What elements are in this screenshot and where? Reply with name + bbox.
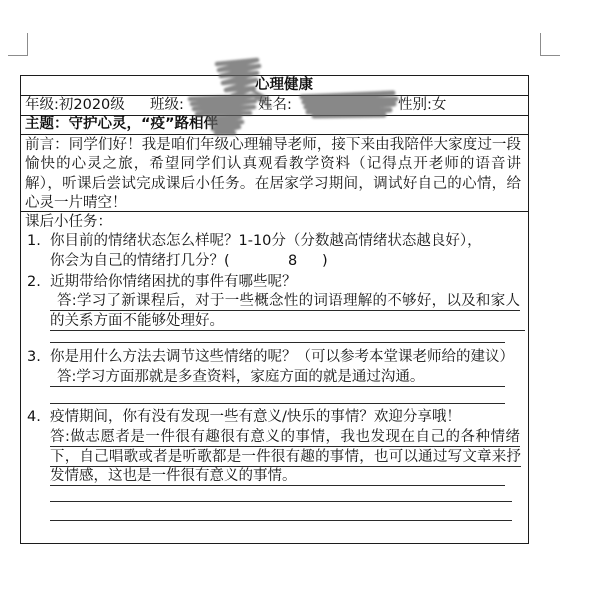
tasks-heading: 课后小任务： [25, 213, 112, 230]
task-number: 3. [27, 349, 41, 365]
preface-line: 解），听课后尝试完成课后小任务。在居家学习期间，调试好自己的心情，给 [25, 175, 521, 192]
theme-heading: 主题：守护心灵，“疫”路相伴 [25, 116, 219, 132]
crop-mark-top-right-vertical [540, 33, 541, 55]
score-value[interactable]: 8 [288, 252, 298, 269]
task-question: 你会为自己的情绪打几分？( [50, 252, 230, 269]
task-question: 你是用什么方法去调节这些情绪的呢？（可以参考本堂课老师给的建议） [50, 349, 514, 365]
score-close-paren: ) [322, 252, 328, 269]
answer-line[interactable]: 答:学习方面那就是多查资料，家庭方面的就是通过沟通。 [50, 368, 505, 387]
task-number: 2. [27, 273, 41, 290]
preface-line: 前言：同学们好！我是咱们年级心理辅导老师，接下来由我陪伴大家度过一段 [25, 136, 521, 153]
answer-blank-line[interactable] [50, 403, 505, 404]
grade-field: 年级:初2020级 [25, 97, 125, 113]
answer-line[interactable]: 发情感，这也是一件很有意义的事情。 [50, 467, 505, 486]
answer-blank-line[interactable] [50, 501, 512, 502]
name-label: 姓名: [258, 97, 292, 113]
answer-line[interactable]: 答:学习了新课程后，对于一些概念性的词语理解的不够好，以及和家人 [50, 292, 520, 311]
task-question: 近期带给你情绪困扰的事件有哪些呢？ [50, 273, 297, 290]
class-label: 班级: [150, 97, 184, 113]
preface-line: 愉快的心灵之旅，希望同学们认真观看教学资料（记得点开老师的语音讲 [25, 156, 521, 172]
answer-line[interactable]: 的关系方面不能够处理好。 [50, 312, 525, 331]
preface-line: 心灵一片晴空！ [25, 195, 127, 211]
crop-mark-top-left-horizontal [8, 55, 28, 56]
task-question: 疫情期间，你有没有发现一些有意义/快乐的事情？欢迎分享哦！ [50, 409, 461, 425]
task-question: 你目前的情绪状态怎么样呢？1-10分（分数越高情绪状态越良好）， [50, 233, 482, 249]
answer-line[interactable]: 下，自己唱歌或者是听歌都是一件很有趣的事情，也可以通过写文章来抒 [50, 448, 521, 465]
crop-mark-top-right-horizontal [540, 55, 560, 56]
crop-mark-top-left-vertical [27, 33, 28, 55]
answer-blank-line[interactable] [50, 520, 512, 521]
task-number: 1. [27, 233, 41, 249]
gender-field: 性别:女 [398, 97, 447, 113]
answer-line[interactable]: 答:做志愿者是一件很有趣很有意义的事情，我也发现在自己的各种情绪 [50, 429, 520, 445]
task-number: 4. [27, 409, 41, 425]
answer-blank-line[interactable] [50, 342, 505, 343]
worksheet-title: 心理健康 [255, 77, 313, 93]
